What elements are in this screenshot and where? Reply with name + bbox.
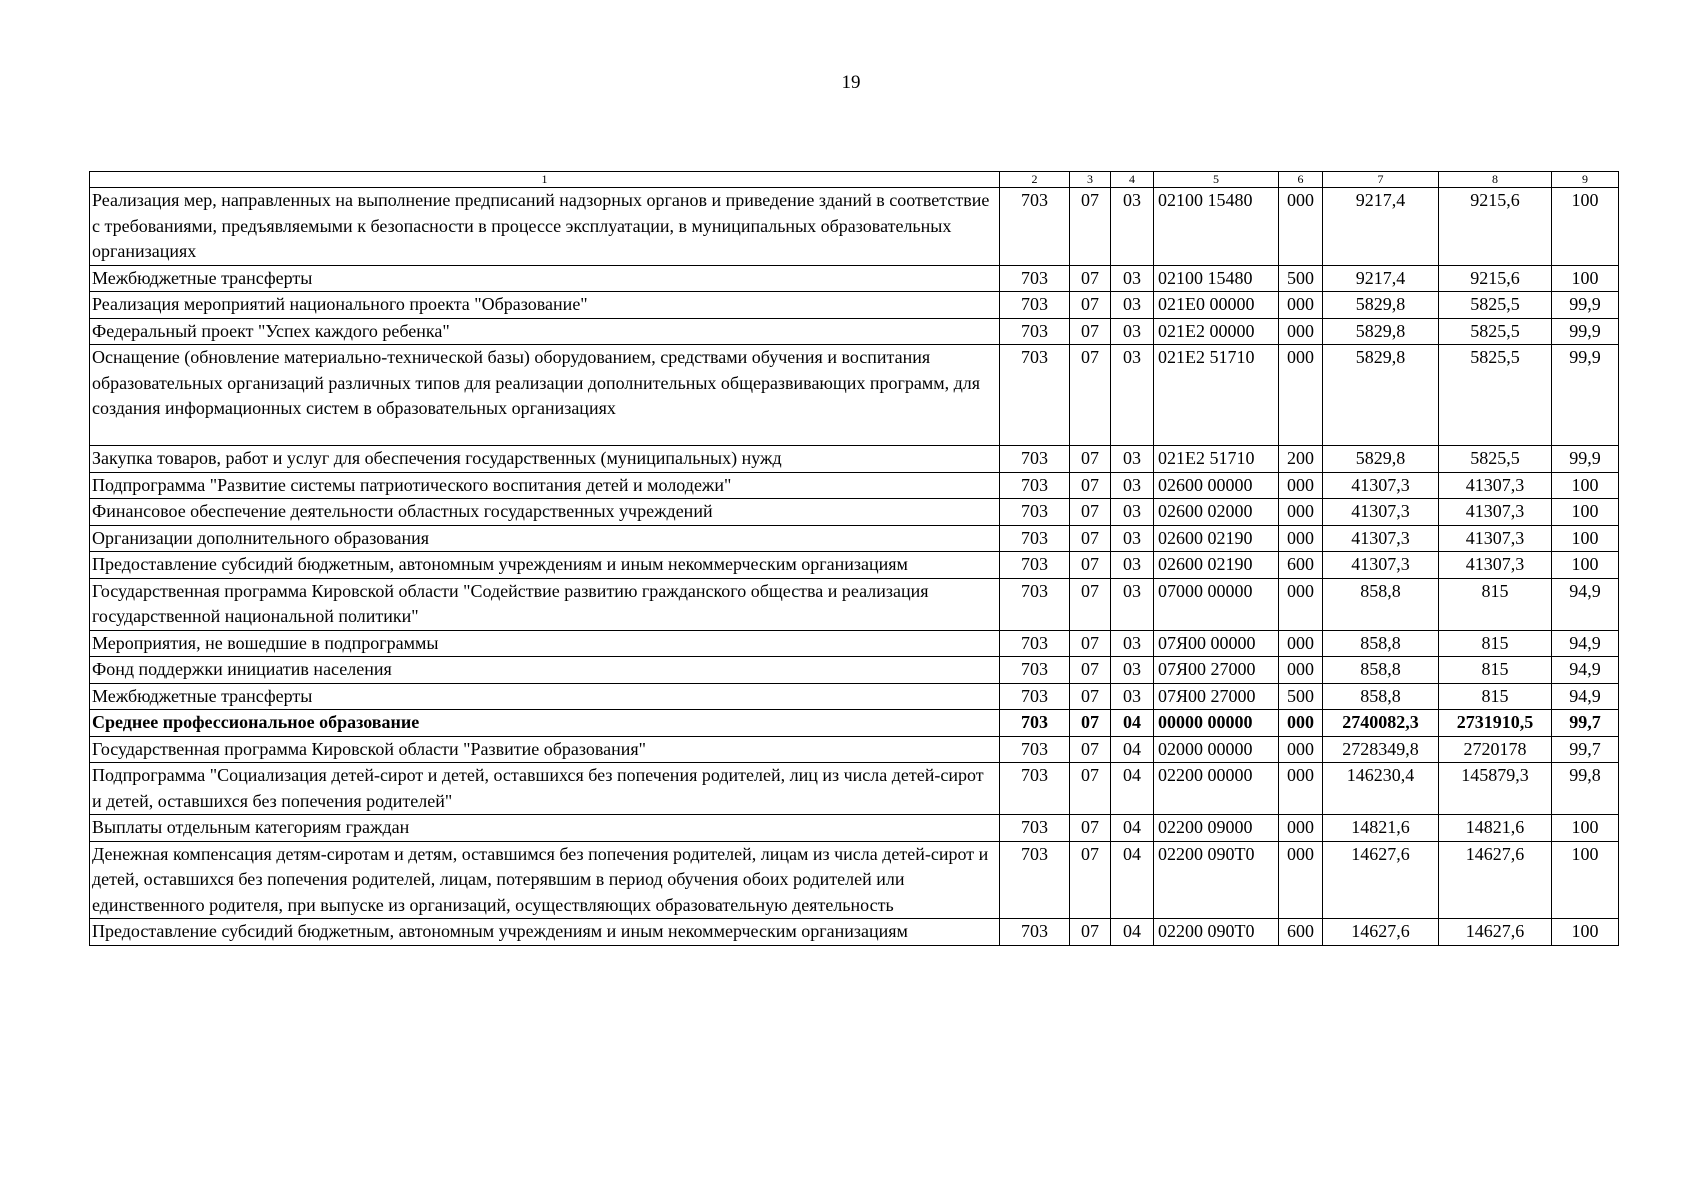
column-number: 1 [90,172,1000,188]
table-row [90,578,1619,630]
expense-type-cell: 000 [1279,657,1323,684]
execution-percent-cell: 100 [1552,525,1619,552]
subsection-code-cell: 04 [1111,736,1154,763]
target-article-cell: 02200 090Т0 [1154,919,1279,946]
expense-type-cell: 000 [1279,815,1323,842]
subsection-code-cell: 04 [1111,710,1154,737]
section-code-cell: 07 [1070,499,1111,526]
executed-amount-cell: 41307,3 [1439,499,1552,526]
table-row [90,345,1619,446]
target-article-cell: 00000 00000 [1154,710,1279,737]
target-article-cell: 07Я00 27000 [1154,683,1279,710]
planned-amount-cell: 41307,3 [1323,499,1439,526]
ministry-code-cell: 703 [1000,499,1070,526]
target-article-cell: 07Я00 27000 [1154,657,1279,684]
row-name-cell: Реализация мер, направленных на выполнение предписаний надзорных органов и приведение зданий в соответствие с требованиями, предъявляемыми к безопасности в процессе эксплуатации, в муниципальных образовательных организациях [90,188,1000,266]
execution-percent-cell: 100 [1552,499,1619,526]
executed-amount-cell: 815 [1439,630,1552,657]
executed-amount-cell: 14821,6 [1439,815,1552,842]
execution-percent-cell: 100 [1552,815,1619,842]
row-name-cell: Мероприятия, не вошедшие в подпрограммы [90,630,1000,657]
expense-type-cell: 000 [1279,525,1323,552]
subsection-code-cell: 04 [1111,815,1154,842]
expense-type-cell: 000 [1279,763,1323,815]
target-article-cell: 07000 00000 [1154,578,1279,630]
target-article-cell: 021Е2 51710 [1154,345,1279,446]
ministry-code-cell: 703 [1000,345,1070,446]
planned-amount-cell: 41307,3 [1323,525,1439,552]
row-name-cell: Финансовое обеспечение деятельности областных государственных учреждений [90,499,1000,526]
planned-amount-cell: 858,8 [1323,578,1439,630]
execution-percent-cell: 94,9 [1552,578,1619,630]
ministry-code-cell: 703 [1000,919,1070,946]
section-code-cell: 07 [1070,710,1111,737]
execution-percent-cell: 99,7 [1552,710,1619,737]
planned-amount-cell: 5829,8 [1323,318,1439,345]
ministry-code-cell: 703 [1000,815,1070,842]
executed-amount-cell: 14627,6 [1439,841,1552,919]
expense-type-cell: 000 [1279,710,1323,737]
row-name-cell: Фонд поддержки инициатив населения [90,657,1000,684]
ministry-code-cell: 703 [1000,683,1070,710]
subsection-code-cell: 03 [1111,525,1154,552]
section-code-cell: 07 [1070,525,1111,552]
table-row [90,919,1619,946]
column-number: 9 [1552,172,1619,188]
target-article-cell: 02200 09000 [1154,815,1279,842]
expense-type-cell: 000 [1279,292,1323,319]
subsection-code-cell: 03 [1111,345,1154,446]
planned-amount-cell: 14627,6 [1323,841,1439,919]
subsection-code-cell: 03 [1111,292,1154,319]
target-article-cell: 021Е2 00000 [1154,318,1279,345]
page-number: 19 [841,72,861,93]
subsection-code-cell: 04 [1111,763,1154,815]
planned-amount-cell: 14627,6 [1323,919,1439,946]
execution-percent-cell: 99,9 [1552,292,1619,319]
section-code-cell: 07 [1070,841,1111,919]
column-number: 5 [1154,172,1279,188]
executed-amount-cell: 815 [1439,578,1552,630]
target-article-cell: 02200 00000 [1154,763,1279,815]
table-row [90,841,1619,919]
expense-type-cell: 600 [1279,919,1323,946]
table-row [90,552,1619,579]
planned-amount-cell: 14821,6 [1323,815,1439,842]
ministry-code-cell: 703 [1000,292,1070,319]
execution-percent-cell: 99,9 [1552,318,1619,345]
planned-amount-cell: 858,8 [1323,657,1439,684]
executed-amount-cell: 2720178 [1439,736,1552,763]
executed-amount-cell: 815 [1439,683,1552,710]
planned-amount-cell: 2740082,3 [1323,710,1439,737]
executed-amount-cell: 41307,3 [1439,552,1552,579]
executed-amount-cell: 5825,5 [1439,345,1552,446]
table-row [90,499,1619,526]
column-number: 2 [1000,172,1070,188]
execution-percent-cell: 99,8 [1552,763,1619,815]
target-article-cell: 07Я00 00000 [1154,630,1279,657]
executed-amount-cell: 145879,3 [1439,763,1552,815]
executed-amount-cell: 9215,6 [1439,188,1552,266]
target-article-cell: 02200 090Т0 [1154,841,1279,919]
executed-amount-cell: 5825,5 [1439,446,1552,473]
target-article-cell: 021Е2 51710 [1154,446,1279,473]
section-code-cell: 07 [1070,292,1111,319]
column-number: 6 [1279,172,1323,188]
execution-percent-cell: 99,7 [1552,736,1619,763]
planned-amount-cell: 9217,4 [1323,265,1439,292]
execution-percent-cell: 99,9 [1552,345,1619,446]
expense-type-cell: 000 [1279,318,1323,345]
table-row [90,318,1619,345]
budget-table [89,171,1619,946]
table-row [90,188,1619,266]
row-name-cell: Среднее профессиональное образование [90,710,1000,737]
planned-amount-cell: 5829,8 [1323,292,1439,319]
subsection-code-cell: 03 [1111,265,1154,292]
target-article-cell: 02600 02190 [1154,525,1279,552]
ministry-code-cell: 703 [1000,710,1070,737]
executed-amount-cell: 2731910,5 [1439,710,1552,737]
ministry-code-cell: 703 [1000,318,1070,345]
expense-type-cell: 000 [1279,578,1323,630]
section-code-cell: 07 [1070,683,1111,710]
table-row [90,710,1619,737]
table-row [90,763,1619,815]
planned-amount-cell: 2728349,8 [1323,736,1439,763]
subsection-code-cell: 03 [1111,499,1154,526]
subsection-code-cell: 03 [1111,630,1154,657]
ministry-code-cell: 703 [1000,763,1070,815]
table-row [90,525,1619,552]
ministry-code-cell: 703 [1000,472,1070,499]
table-row [90,683,1619,710]
section-code-cell: 07 [1070,345,1111,446]
subsection-code-cell: 03 [1111,657,1154,684]
ministry-code-cell: 703 [1000,578,1070,630]
execution-percent-cell: 100 [1552,265,1619,292]
section-code-cell: 07 [1070,815,1111,842]
section-code-cell: 07 [1070,919,1111,946]
table-row [90,736,1619,763]
expense-type-cell: 500 [1279,265,1323,292]
execution-percent-cell: 94,9 [1552,657,1619,684]
execution-percent-cell: 94,9 [1552,683,1619,710]
column-number: 3 [1070,172,1111,188]
execution-percent-cell: 100 [1552,919,1619,946]
ministry-code-cell: 703 [1000,446,1070,473]
planned-amount-cell: 5829,8 [1323,345,1439,446]
table-row [90,630,1619,657]
subsection-code-cell: 03 [1111,472,1154,499]
ministry-code-cell: 703 [1000,265,1070,292]
row-name-cell: Государственная программа Кировской области "Развитие образования" [90,736,1000,763]
expense-type-cell: 500 [1279,683,1323,710]
expense-type-cell: 600 [1279,552,1323,579]
row-name-cell: Организации дополнительного образования [90,525,1000,552]
row-name-cell: Федеральный проект "Успех каждого ребенка" [90,318,1000,345]
ministry-code-cell: 703 [1000,657,1070,684]
row-name-cell: Государственная программа Кировской области "Содействие развитию гражданского общества и реализация государственной национальной политики" [90,578,1000,630]
executed-amount-cell: 815 [1439,657,1552,684]
section-code-cell: 07 [1070,318,1111,345]
row-name-cell: Межбюджетные трансферты [90,683,1000,710]
execution-percent-cell: 99,9 [1552,446,1619,473]
ministry-code-cell: 703 [1000,736,1070,763]
row-name-cell: Закупка товаров, работ и услуг для обеспечения государственных (муниципальных) нужд [90,446,1000,473]
table-row [90,292,1619,319]
expense-type-cell: 000 [1279,188,1323,266]
expense-type-cell: 200 [1279,446,1323,473]
expense-type-cell: 000 [1279,472,1323,499]
row-name-cell: Подпрограмма "Социализация детей-сирот и детей, оставшихся без попечения родителей, лиц из числа детей-сирот и детей, оставшихся без попечения родителей" [90,763,1000,815]
section-code-cell: 07 [1070,578,1111,630]
row-name-cell: Выплаты отдельным категориям граждан [90,815,1000,842]
execution-percent-cell: 100 [1552,472,1619,499]
subsection-code-cell: 03 [1111,578,1154,630]
planned-amount-cell: 41307,3 [1323,472,1439,499]
column-number: 7 [1323,172,1439,188]
execution-percent-cell: 100 [1552,552,1619,579]
executed-amount-cell: 5825,5 [1439,292,1552,319]
table-row [90,446,1619,473]
planned-amount-cell: 9217,4 [1323,188,1439,266]
row-name-cell: Предоставление субсидий бюджетным, автономным учреждениям и иным некоммерческим организациям [90,919,1000,946]
subsection-code-cell: 03 [1111,446,1154,473]
section-code-cell: 07 [1070,472,1111,499]
expense-type-cell: 000 [1279,630,1323,657]
expense-type-cell: 000 [1279,841,1323,919]
row-name-cell: Межбюджетные трансферты [90,265,1000,292]
subsection-code-cell: 03 [1111,188,1154,266]
section-code-cell: 07 [1070,657,1111,684]
execution-percent-cell: 100 [1552,841,1619,919]
row-name-cell: Реализация мероприятий национального проекта "Образование" [90,292,1000,319]
section-code-cell: 07 [1070,188,1111,266]
planned-amount-cell: 858,8 [1323,630,1439,657]
table-row [90,815,1619,842]
ministry-code-cell: 703 [1000,841,1070,919]
expense-type-cell: 000 [1279,345,1323,446]
section-code-cell: 07 [1070,736,1111,763]
target-article-cell: 021Е0 00000 [1154,292,1279,319]
subsection-code-cell: 03 [1111,683,1154,710]
target-article-cell: 02000 00000 [1154,736,1279,763]
execution-percent-cell: 94,9 [1552,630,1619,657]
subsection-code-cell: 04 [1111,919,1154,946]
planned-amount-cell: 858,8 [1323,683,1439,710]
table-row [90,265,1619,292]
planned-amount-cell: 5829,8 [1323,446,1439,473]
section-code-cell: 07 [1070,265,1111,292]
target-article-cell: 02600 02000 [1154,499,1279,526]
ministry-code-cell: 703 [1000,188,1070,266]
section-code-cell: 07 [1070,763,1111,815]
subsection-code-cell: 04 [1111,841,1154,919]
target-article-cell: 02100 15480 [1154,188,1279,266]
planned-amount-cell: 41307,3 [1323,552,1439,579]
table-row [90,472,1619,499]
target-article-cell: 02600 00000 [1154,472,1279,499]
executed-amount-cell: 5825,5 [1439,318,1552,345]
ministry-code-cell: 703 [1000,552,1070,579]
executed-amount-cell: 14627,6 [1439,919,1552,946]
ministry-code-cell: 703 [1000,525,1070,552]
row-name-cell: Предоставление субсидий бюджетным, автономным учреждениям и иным некоммерческим организациям [90,552,1000,579]
subsection-code-cell: 03 [1111,318,1154,345]
table-row [90,657,1619,684]
expense-type-cell: 000 [1279,736,1323,763]
column-number: 8 [1439,172,1552,188]
execution-percent-cell: 100 [1552,188,1619,266]
executed-amount-cell: 41307,3 [1439,472,1552,499]
section-code-cell: 07 [1070,630,1111,657]
target-article-cell: 02600 02190 [1154,552,1279,579]
column-number-header-row [90,172,1619,188]
ministry-code-cell: 703 [1000,630,1070,657]
row-name-cell: Подпрограмма "Развитие системы патриотического воспитания детей и молодежи" [90,472,1000,499]
executed-amount-cell: 9215,6 [1439,265,1552,292]
executed-amount-cell: 41307,3 [1439,525,1552,552]
column-number: 4 [1111,172,1154,188]
target-article-cell: 02100 15480 [1154,265,1279,292]
row-name-cell: Денежная компенсация детям-сиротам и детям, оставшимся без попечения родителей, лицам из числа детей-сирот и детей, оставшихся без попечения родителей, лицам, потерявшим в период обучения обоих родителей или единственного родителя, при выпуске из организаций, осуществляющих образовательную деятельность [90,841,1000,919]
subsection-code-cell: 03 [1111,552,1154,579]
row-name-cell: Оснащение (обновление материально-технической базы) оборудованием, средствами обучения и воспитания образовательных организаций различных типов для реализации дополнительных общеразвивающих программ, для создания информационных систем в образовательных организациях [90,345,1000,446]
section-code-cell: 07 [1070,446,1111,473]
planned-amount-cell: 146230,4 [1323,763,1439,815]
section-code-cell: 07 [1070,552,1111,579]
expense-type-cell: 000 [1279,499,1323,526]
